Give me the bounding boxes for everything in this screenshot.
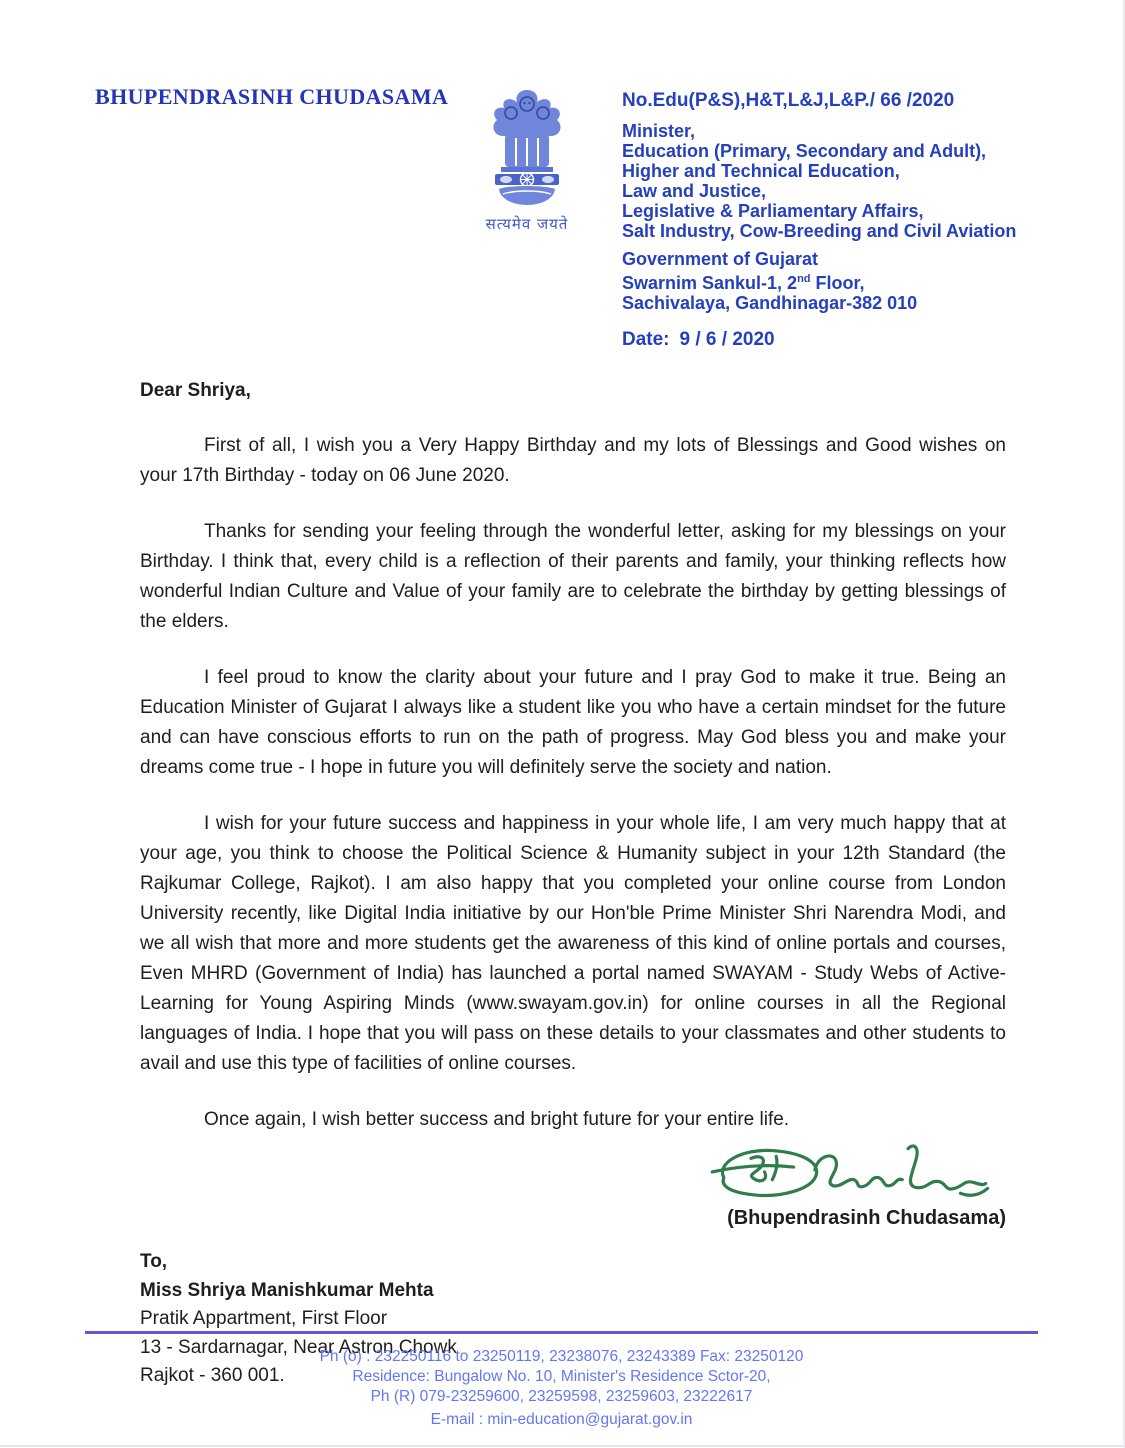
paragraph: Thanks for sending your feeling through the wonderful letter, asking for my blessings on your Birthday. I think that, every child is a reflection of their parents and family, your thinking reflects how wonderful Indian Culture and Value of your family are to celebrate the birthday by getting blessings of the elders. [140, 521, 1006, 632]
letterhead-right-block [622, 90, 1062, 351]
footer-contact-block [0, 1347, 1123, 1430]
signer-name: (Bhupendrasinh Chudasama) [727, 1207, 1006, 1229]
office-floor-line: Swarnim Sankul-1, 2nd Floor, [622, 273, 865, 293]
paragraph: I wish for your future success and happiness in your whole life, I am very much happy that at your age, you think to choose the Political Science & Humanity subject in your 12th Standard (the Rajkumar College, Rajkot). I am also happy that you completed your online course from London University recently, like Digital India initiative by our Hon'ble Prime Minister Shri Narendra Modi, and we all wish that more and more students get the awareness of this kind of online portals and courses, Even MHRD (Government of India) has launched a portal named SWAYAM - Study Webs of Active-Learning for Young Aspiring Minds (www.swayam.gov.in) for online courses in all the Regional languages of India. I hope that you will pass on these details to your classmates and other students to avail and use this type of facilities of online courses. [140, 813, 1006, 1074]
office-address [622, 249, 1062, 313]
designation-line: Minister, [622, 121, 696, 141]
paragraph: I feel proud to know the clarity about your future and I pray God to make it true. Being an Education Minister of Gujarat I always like a student like you who have a certain mindset for the future and can have conscious efforts to run on the path of progress. May God bless you and make your dreams come true - I hope in future you will definitely serve the society and nation. [140, 667, 1006, 778]
office-city-line: Sachivalaya, Gandhinagar-382 010 [622, 293, 918, 313]
designation-line: Salt Industry, Cow-Breeding and Civil Aviation [622, 221, 1017, 241]
reference-number: No.Edu(P&S),H&T,L&J,L&P./ 66 /2020 [622, 90, 955, 111]
india-national-emblem-icon [475, 195, 579, 212]
sender-name: BHUPENDRASINH CHUDASAMA [95, 84, 449, 109]
designation-line: Education (Primary, Secondary and Adult), [622, 141, 987, 161]
footer-phone-office: Ph (o) : 232250116 to 23250119, 23238076, 23243389 Fax: 23250120 [319, 1348, 804, 1365]
footer-phone-residence: Ph (R) 079-23259600, 23259598, 23259603, 23222617 [370, 1388, 753, 1405]
to-label: To, [140, 1251, 168, 1272]
recipient-name: Miss Shriya Manishkumar Mehta [140, 1279, 434, 1301]
designation-line: Law and Justice, [622, 181, 767, 201]
designation-line: Higher and Technical Education, [622, 161, 900, 181]
designation-line: Legislative & Parliamentary Affairs, [622, 201, 924, 221]
government-name: Government of Gujarat [622, 249, 819, 269]
recipient-address-line: 13 - Sardarnagar, Near Astron Chowk [140, 1336, 457, 1358]
paragraph: First of all, I wish you a Very Happy Birthday and my lots of Blessings and Good wishes on your 17th Birthday - today on 06 June 2020. [140, 435, 1006, 486]
signature-row [140, 1137, 1006, 1201]
footer-email: E-mail : min-education@gujarat.gov.in [430, 1411, 693, 1428]
date-line [622, 329, 1062, 351]
letter-body [140, 376, 1006, 1391]
footer-residence: Residence: Bungalow No. 10, Minister's Residence Sctor-20, [352, 1368, 771, 1385]
recipient-address-line: Pratik Appartment, First Floor [140, 1308, 388, 1329]
recipient-address-line: Rajkot - 360 001. [140, 1365, 285, 1386]
emblem-block [460, 86, 594, 234]
minister-designations [622, 121, 1062, 241]
page-bottom-edge [0, 1445, 1123, 1447]
date-value: 9 / 6 / 2020 [679, 329, 775, 350]
closing-line: Once again, I wish better success and bright future for your entire life. [204, 1109, 790, 1130]
emblem-caption: सत्यमेव जयते [485, 215, 569, 233]
salutation: Dear Shriya, [140, 380, 251, 401]
footer-divider [85, 1331, 1038, 1334]
date-label: Date: [622, 329, 670, 350]
